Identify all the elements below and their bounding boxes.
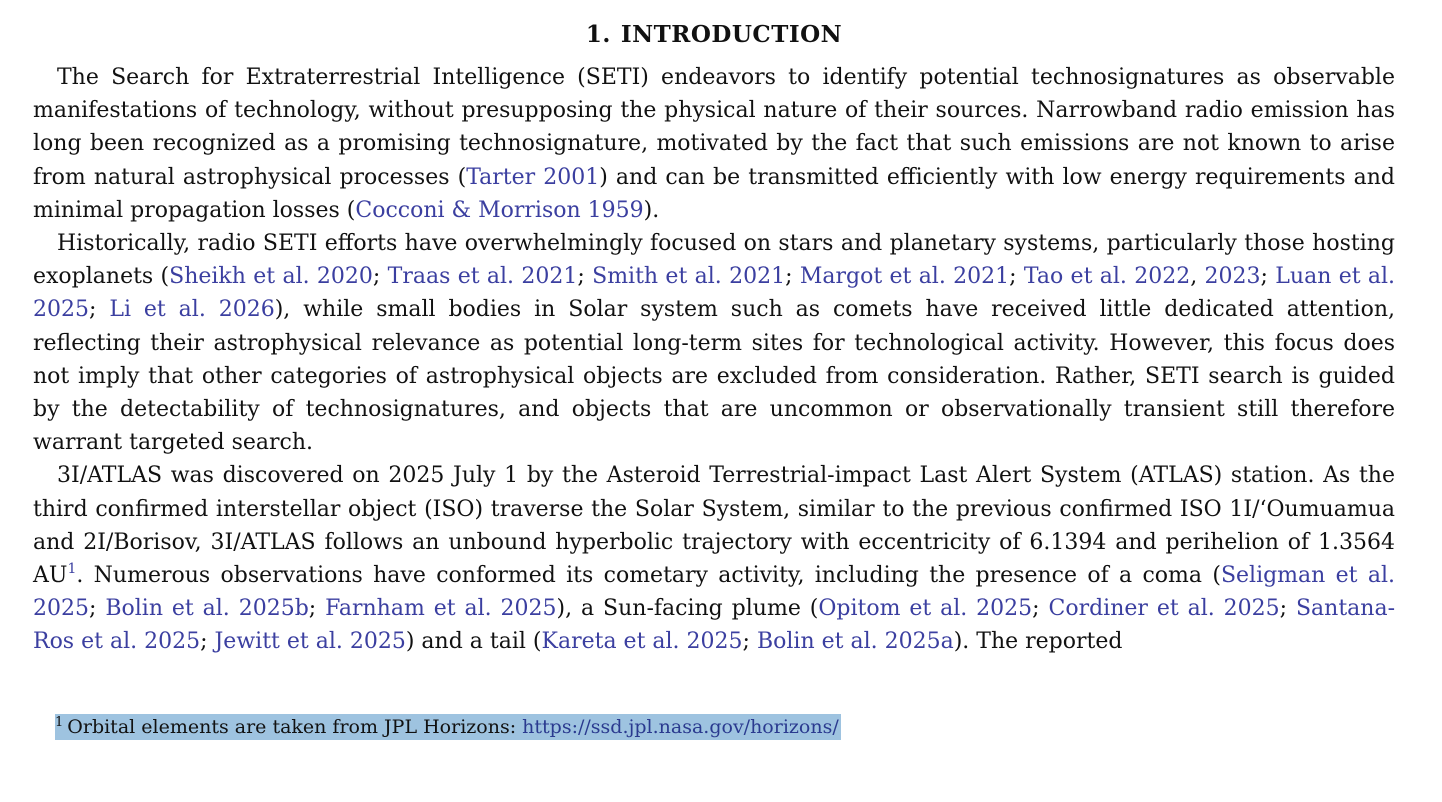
citation-link[interactable]: Bolin et al. 2025b (105, 596, 309, 622)
text-run: . Numerous observations have conformed its cometary activity, including the presence of a coma ( (76, 563, 1221, 589)
text-run: The Search for Extraterrestrial Intelligence (SETI) endeavors to identify potential technosignatures as observable manifestations of technology, without presupposing the physical nature of their sources. Narrowband radio emission has long been recognized as a promising technosignature, motivated by the fact that such emissions are not known to arise from natural astrophysical processes ( (33, 65, 1395, 190)
citation-link[interactable]: Cocconi & Morrison 1959 (355, 197, 644, 223)
text-run: ; (372, 264, 388, 290)
text-run: ; (200, 629, 215, 655)
text-run: ), while small bodies in Solar system such as comets have received little dedicated attention, reflecting their astrophysical relevance as potential long-term sites for technological activity. However, this focus does not imply that other categories of astrophysical objects are excluded from consideration. Rather, SETI search is guided by the detectability of technosignatures, and objects that are uncommon or observationally transient still therefore warrant targeted search. (33, 297, 1395, 456)
text-run: ), a Sun-facing plume ( (556, 596, 819, 622)
citation-link[interactable]: 2023 (1204, 264, 1261, 290)
footnote-number: 1 (55, 715, 64, 730)
citation-link[interactable]: Margot et al. 2021 (799, 264, 1010, 290)
text-run: ; (308, 596, 326, 622)
text-run: ) and can be transmitted efficiently with low energy requirements and minimal propagation losses ( (33, 164, 1395, 223)
citation-link[interactable]: Bolin et al. 2025a (756, 629, 954, 655)
footnote-highlight[interactable] (55, 714, 841, 740)
paper-page (33, 18, 1395, 659)
citation-link[interactable]: Li et al. 2026 (109, 297, 275, 323)
text-run: ; (89, 596, 106, 622)
citation-link[interactable]: Farnham et al. 2025 (325, 596, 557, 622)
text-run: ; (577, 264, 593, 290)
footnote (55, 712, 841, 742)
text-run: Historically, radio SETI efforts have overwhelmingly focused on stars and planetary systems, particularly those hosting exoplanets ( (33, 231, 1395, 290)
paragraph-2 (33, 227, 1395, 459)
text-run: ). The reported (953, 629, 1123, 655)
text-run: ). (643, 197, 660, 223)
citation-link[interactable]: Smith et al. 2021 (592, 264, 786, 290)
citation-link[interactable]: Opitom et al. 2025 (818, 596, 1033, 622)
citation-link[interactable]: Luan et al. 2025 (33, 264, 1396, 323)
text-run: 3I/ATLAS was discovered on 2025 July 1 by the Asteroid Terrestrial-impact Last Alert System (ATLAS) station. As the third confirmed interstellar object (ISO) traverse the Solar System, similar to the previous confirmed ISO 1I/‘Oumuamua and 2I/Borisov, 3I/ATLAS follows an unbound hyperbolic trajectory with eccentricity of 6.1394 and perihelion of 1.3564 AU (33, 463, 1395, 589)
citation-link[interactable]: Jewitt et al. 2025 (214, 629, 406, 655)
section-heading (33, 18, 1395, 51)
footnote-text: Orbital elements are taken from JPL Horizons: (67, 716, 523, 738)
section-number: 1. (585, 21, 611, 48)
text-run: ; (1279, 596, 1296, 622)
citation-link[interactable]: Kareta et al. 2025 (541, 629, 743, 655)
citation-link[interactable]: Sheikh et al. 2020 (169, 264, 373, 290)
section-title: INTRODUCTION (620, 21, 843, 48)
citation-link[interactable]: Tao et al. 2022 (1023, 264, 1191, 290)
footnote-marker-link[interactable]: 1 (67, 561, 77, 578)
text-run: ; (1032, 596, 1049, 622)
text-run: ; (742, 629, 757, 655)
text-run: ) and a tail ( (405, 629, 542, 655)
citation-link[interactable]: Santana-Ros et al. 2025 (33, 596, 1396, 655)
text-run: , (1190, 264, 1205, 290)
text-run: ; (1260, 264, 1276, 290)
citation-link[interactable]: Seligman et al. 2025 (33, 563, 1395, 622)
citation-link[interactable]: Cordiner et al. 2025 (1048, 596, 1280, 622)
citation-link[interactable]: Tarter 2001 (466, 164, 600, 190)
paragraph-1 (33, 61, 1395, 227)
paragraph-3 (33, 459, 1395, 658)
citation-link[interactable]: Traas et al. 2021 (387, 264, 578, 290)
text-run: ; (89, 297, 110, 323)
text-run: ; (785, 264, 800, 290)
text-run: ; (1009, 264, 1024, 290)
footnote-url-link[interactable]: https://ssd.jpl.nasa.gov/horizons/ (522, 716, 839, 738)
